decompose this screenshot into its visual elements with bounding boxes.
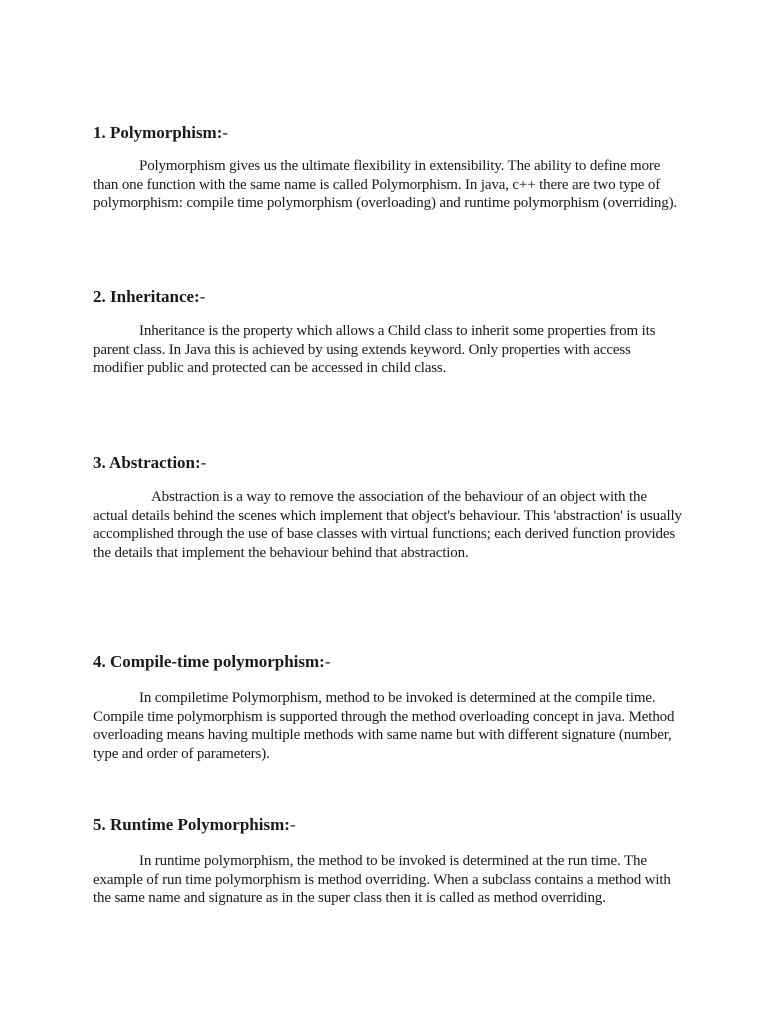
section-body-compile-time-polymorphism: In compiletime Polymorphism, method to be invoked is determined at the compile time. Compile time polymorphism is supported through the method overloading concept in java. Method overloading means having multiple methods with same name but with different signature (number, type and order of parameters). [93, 690, 675, 762]
section-heading-runtime-polymorphism [93, 815, 296, 835]
section-heading-abstraction [93, 453, 206, 473]
section-body-inheritance: Inheritance is the property which allows a Child class to inherit some properties from its parent class. In Java this is achieved by using extends keyword. Only properties with access modifier public and protected can be accessed in child class. [93, 323, 656, 376]
section-body-runtime-polymorphism: In runtime polymorphism, the method to be invoked is determined at the run time. The example of run time polymorphism is method overriding. When a subclass contains a method with the same name and signature as in the super class then it is called as method overriding. [93, 853, 671, 906]
heading-suffix: - [222, 123, 229, 142]
section-body-polymorphism: Polymorphism gives us the ultimate flexibility in extensibility. The ability to define more than one function with the same name is called Polymorphism. In java, c++ there are two type of polymorphism: compile time polymorphism (overloading) and runtime polymorphism (overriding). [93, 158, 678, 211]
section-body-abstraction: Abstraction is a way to remove the association of the behaviour of an object with the actual details behind the scenes which implement that object's behaviour. This 'abstraction' is usually accomplished through the use of base classes with virtual functions; each derived function provides the details that implement the behaviour behind that abstraction. [93, 489, 682, 561]
heading-text: 3. Abstraction: [93, 453, 201, 472]
heading-text: 1. Polymorphism: [93, 123, 223, 142]
heading-suffix: - [289, 815, 296, 834]
heading-text: 2. Inheritance: [93, 287, 200, 306]
heading-text: 4. Compile-time polymorphism: [93, 652, 325, 671]
section-heading-inheritance [93, 287, 205, 307]
heading-text: 5. Runtime Polymorphism: [93, 815, 290, 834]
heading-suffix: - [200, 453, 207, 472]
section-heading-compile-time-polymorphism [93, 652, 331, 672]
heading-suffix: - [324, 652, 331, 671]
heading-suffix: - [199, 287, 206, 306]
section-heading-polymorphism [93, 123, 228, 143]
